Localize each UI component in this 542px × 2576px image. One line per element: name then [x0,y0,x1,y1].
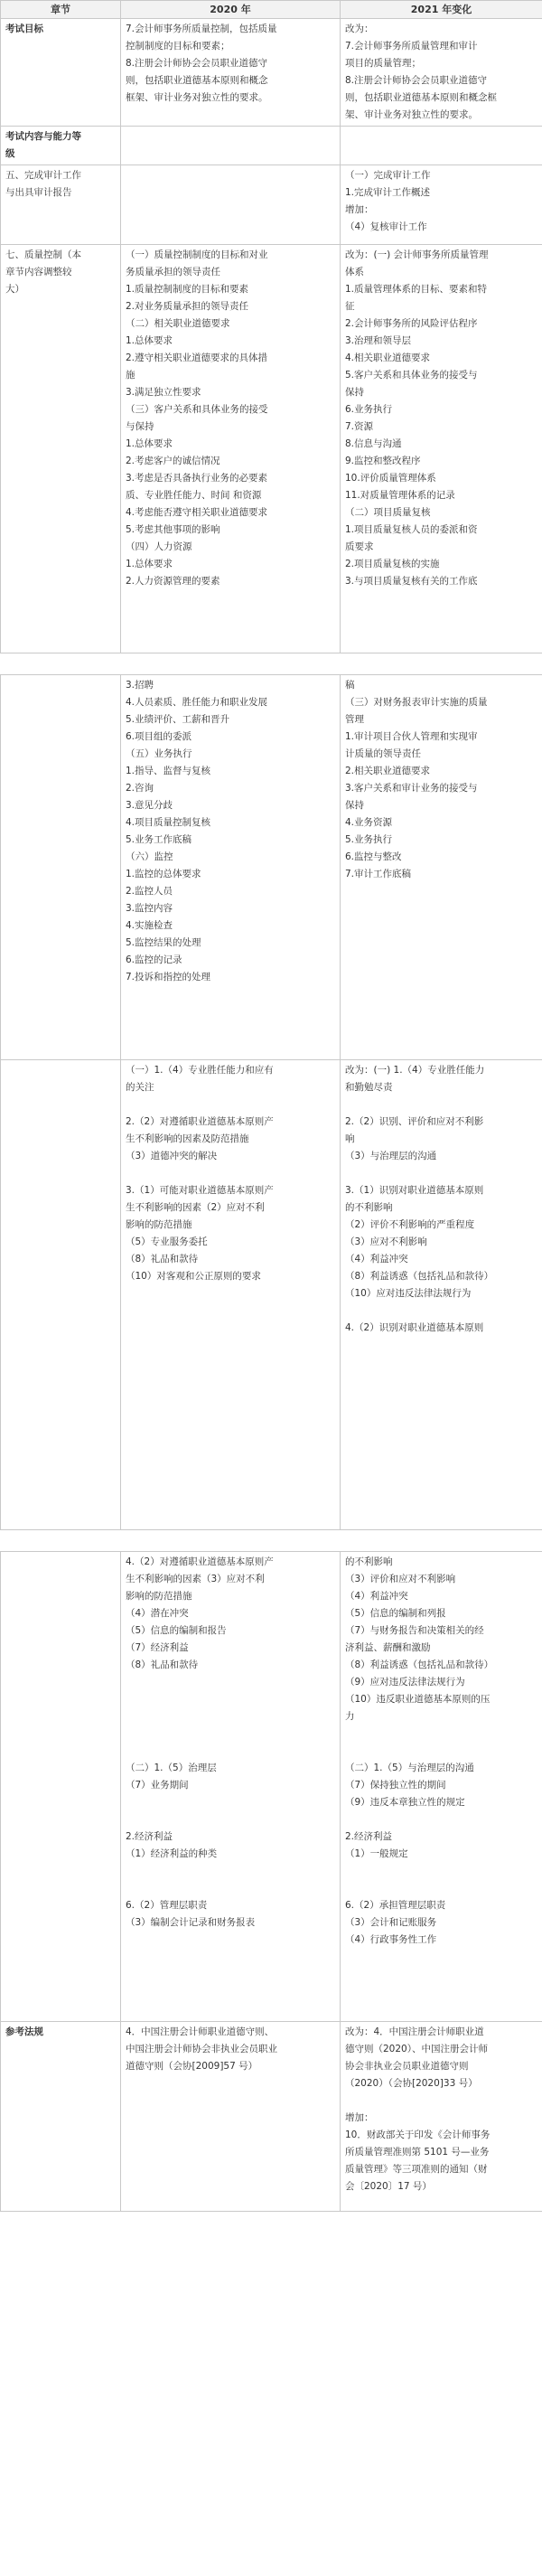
row-label: 考试目标 [1,19,121,127]
cell-line: （4）复核审计工作 [345,221,427,232]
cell-line: 4.（2）识别对职业道德基本原则 [345,1322,484,1333]
cell-line: 级 [5,148,15,159]
cell-line: （三）客户关系和具体业务的接受 [126,404,268,415]
row-label [1,245,121,653]
cell-line: 保持 [345,800,364,811]
cell-line: 改为：(一) 会计师事务所质量管理 [345,249,489,260]
cell-line: 7.资源 [345,421,374,432]
cell-line: （三）对财务报表审计实施的质量 [345,697,488,708]
cell-line: 增加： [345,204,374,215]
cell-line [345,1096,538,1114]
row-label: 参考法规 [1,2022,121,2212]
cell-line: 2.相关职业道德要求 [345,766,431,776]
cell-line: （四）人力资源 [126,541,192,552]
table-row [1,1552,542,2022]
cell-line: 则，包括职业道德基本原则和概念框 [345,92,497,103]
cell-line [345,1863,538,1880]
cell-line [345,1302,538,1320]
cell-line [126,1743,336,1760]
cell-line: （7）与财务报告和决策相关的经 [345,1625,484,1636]
header-2021-changes: 2021 年变化 [341,1,542,19]
cell-line [126,1674,336,1691]
cell-line [126,1708,336,1725]
cell-line: 考试内容与能力等 [5,131,81,142]
cell-line: 3.（1）识别对职业道德基本原则 [345,1185,484,1196]
page-break-gap [1,653,542,675]
cell-line: 3.治理和领导层 [345,335,412,346]
cell-line: （4）利益冲突 [345,1591,408,1602]
cell-line: 2.遵守相关职业道德要求的具体措 [126,353,268,363]
cell-line: 体系 [345,267,364,277]
cell-line: 11.对质量管理体系的记录 [345,490,455,501]
cell-line: 德守则（2020）、中国注册会计师 [345,2044,488,2054]
row-label [1,675,121,1060]
cell-line: （3）编制会计记录和财务报表 [126,1917,256,1928]
cell-line: 6.监控的记录 [126,954,182,965]
cell-line: 4.相关职业道德要求 [345,353,431,363]
table-row [1,19,542,127]
cell-line: （9）违反本章独立性的规定 [345,1797,465,1808]
cell-line: （五）业务执行 [126,748,192,759]
cell-line: 1.质量控制制度的目标和要素 [126,284,249,295]
cell-line: 中国注册会计师协会非执业会员职业 [126,2044,277,2054]
cell-line: 的关注 [126,1082,154,1093]
cell-line: （二）1.（5）与治理层的沟通 [345,1763,474,1773]
cell-line [126,1725,336,1743]
cell-line: 2.人力资源管理的要素 [126,576,220,587]
cell-line: 3.（1）可能对职业道德基本原则产 [126,1185,274,1196]
cell-line: 与保持 [126,421,154,432]
cell-line: 2.项目质量复核的实施 [345,559,440,569]
cell-line: （2020）（会协[2020]33 号） [345,2078,478,2089]
cell-line: 4.人员素质、胜任能力和职业发展 [126,697,268,708]
cell-line: 2.考虑客户的诚信情况 [126,456,220,466]
cell-line: 3.考虑是否具备执行业务的必要素 [126,473,268,484]
row-label [1,127,121,165]
cell-line: 改为： [345,24,374,34]
cell-line: 架、审计业务对独立性的要求。 [345,109,478,120]
cell-line: 力 [345,1711,355,1722]
row-label [1,1060,121,1530]
cell-2020 [121,127,341,165]
cell-line: 7.投诉和指控的处理 [126,972,211,982]
cell-line: （2）评价不利影响的严重程度 [345,1219,475,1230]
cell-line: 2.（2）识别、评价和应对不利影 [345,1116,484,1127]
cell-line: 2.监控人员 [126,886,173,897]
header-2020: 2020 年 [121,1,341,19]
cell-line: 6.业务执行 [345,404,393,415]
cell-line: （8）礼品和款待 [126,1659,199,1670]
cell-line: 计质量的领导责任 [345,748,421,759]
cell-line: 与出具审计报告 [5,187,72,198]
cell-2021 [341,675,542,1060]
cell-2021 [341,127,542,165]
cell-line: （5）信息的编制和报告 [126,1625,227,1636]
cell-line: （3）会计和记账服务 [345,1917,437,1928]
cell-line: 的不利影响 [345,1556,393,1567]
cell-line: 增加： [345,2112,374,2123]
cell-line: 质、专业胜任能力、时间 和资源 [126,490,262,501]
cell-line: 1.项目质量复核人员的委派和资 [345,524,478,535]
cell-line: （一）1.（4）专业胜任能力和应有 [126,1065,274,1076]
cell-line: 4.（2）对遵循职业道德基本原则产 [126,1556,274,1567]
cell-line: 3.意见分歧 [126,800,173,811]
cell-line [126,1691,336,1708]
cell-line: 7.会计师事务所质量管理和审计 [345,41,478,52]
header-chapter: 章节 [1,1,121,19]
cell-line: 1.总体要求 [126,438,173,449]
cell-line: 保持 [345,387,364,398]
cell-line: 2.对业务质量承担的领导责任 [126,301,249,312]
cell-line: （二）1.（5）治理层 [126,1763,217,1773]
cell-line: 5.业务执行 [345,834,393,845]
cell-2021 [341,19,542,127]
cell-2020 [121,1060,341,1530]
cell-line: 3.监控内容 [126,903,173,914]
cell-line: 8.信息与沟通 [345,438,402,449]
cell-line: 影响的防范措施 [126,1219,192,1230]
cell-line: 9.监控和整改程序 [345,456,421,466]
cell-line: （3）与治理层的沟通 [345,1151,437,1161]
cell-line: 4．中国注册会计师职业道德守则、 [126,2026,275,2037]
cell-line: 七、质量控制（本 [5,249,81,260]
cell-line: （二）相关职业道德要求 [126,318,230,329]
cell-line: 施 [126,370,136,381]
cell-line: 所质量管理准则第 5101 号—业务 [345,2147,490,2158]
cell-line: （5）专业服务委托 [126,1236,208,1247]
cell-line: 控制制度的目标和要素； [126,41,230,52]
cell-line: 6.项目组的委派 [126,731,192,742]
cell-line: 6.（2）承担管理层职责 [345,1900,446,1911]
cell-line: 和勤勉尽责 [345,1082,393,1093]
cell-line: 1.质量管理体系的目标、要素和特 [345,284,488,295]
cell-line: （4）利益冲突 [345,1254,408,1264]
cell-line: 则，包括职业道德基本原则和概念 [126,75,268,86]
cell-line: 改为：(一) 1.（4）专业胜任能力 [345,1065,485,1076]
cell-line: 1.完成审计工作概述 [345,187,431,198]
cell-line: （7）业务期间 [126,1780,189,1791]
cell-line: 6.监控与整改 [345,851,402,862]
cell-line: （一）质量控制制度的目标和对业 [126,249,268,260]
cell-2021 [341,245,542,653]
cell-line: 3.招聘 [126,680,154,691]
cell-line: 的不利影响 [345,1202,393,1213]
cell-line: 2.会计师事务所的风险评估程序 [345,318,478,329]
table-row [1,165,542,245]
row-label [1,165,121,245]
cell-line [126,1880,336,1897]
cell-line: 管理 [345,714,364,725]
cell-line: （8）利益诱惑（包括礼品和款待） [345,1659,494,1670]
cell-line: 1.审计项目合伙人管理和实现审 [345,731,478,742]
cell-line: 8.注册会计师协会会员职业道德守 [126,58,268,69]
cell-line: （4）潜在冲突 [126,1608,189,1619]
cell-2020 [121,165,341,245]
table-row [1,1060,542,1530]
cell-line: 框架、审计业务对独立性的要求。 [126,92,268,103]
cell-line: 章节内容调整较 [5,267,72,277]
cell-line: 1.总体要求 [126,335,173,346]
cell-line: （7）保持独立性的期间 [345,1780,446,1791]
cell-line: （4）行政事务性工作 [345,1934,437,1945]
cell-line: （8）利益诱惑（包括礼品和款待） [345,1271,494,1282]
cell-line: 5.监控结果的处理 [126,937,201,948]
cell-2020 [121,1552,341,2022]
page-break-gap [1,1530,542,1552]
cell-line: 道德守则（会协[2009]57 号） [126,2061,258,2072]
cell-line: （5）信息的编制和列报 [345,1608,446,1619]
table-row [1,675,542,1060]
cell-line: 生不利影响的因素（3）应对不利 [126,1574,265,1584]
cell-line: （六）监控 [126,851,173,862]
cell-line [345,1743,538,1760]
cell-line: 5.业绩评价、工薪和晋升 [126,714,230,725]
cell-line: （10）对客观和公正原则的要求 [126,1271,261,1282]
cell-line: （二）项目质量复核 [345,507,431,518]
cell-line: （8）礼品和款待 [126,1254,199,1264]
cell-line [345,2092,538,2110]
cell-2021 [341,1552,542,2022]
row-label [1,1552,121,2022]
cell-2020 [121,245,341,653]
cell-line: 质要求 [345,541,374,552]
cell-line [126,1794,336,1811]
cell-line: 大） [5,284,24,295]
cell-2021 [341,2022,542,2212]
cell-2021 [341,165,542,245]
cell-line: 10．财政部关于印发《会计师事务 [345,2129,491,2140]
cell-line [126,1096,336,1114]
cell-line: 2.经济利益 [126,1831,173,1842]
cell-line: （10）违反职业道德基本原则的压 [345,1694,491,1705]
cell-line [126,1165,336,1182]
cell-line: 7.会计师事务所质量控制，包括质量 [126,24,277,34]
cell-line: 济利益、薪酬和激励 [345,1642,431,1653]
cell-line: 6.（2）管理层职责 [126,1900,208,1911]
cell-line: 4.实施检查 [126,920,173,931]
cell-line: 5.考虑其他事项的影响 [126,524,220,535]
cell-line: 协会非执业会员职业道德守则 [345,2061,469,2072]
cell-line: 质量管理》等三项准则的通知（财 [345,2164,488,2175]
cell-line [345,1165,538,1182]
cell-line: 响 [345,1133,355,1144]
cell-line [126,1863,336,1880]
cell-line: 4.项目质量控制复核 [126,817,211,828]
cell-line: 项目的质量管理； [345,58,421,69]
cell-2021 [341,1060,542,1530]
cell-line: 1.指导、监督与复核 [126,766,211,776]
cell-line: （9）应对违反法律法规行为 [345,1677,465,1688]
cell-line: 务质量承担的领导责任 [126,267,220,277]
cell-line: 1.总体要求 [126,559,173,569]
cell-line: 3.满足独立性要求 [126,387,201,398]
cell-line: （1）一般规定 [345,1848,408,1859]
cell-line: 稿 [345,680,355,691]
cell-line: 影响的防范措施 [126,1591,192,1602]
cell-line: 5.客户关系和具体业务的接受与 [345,370,478,381]
cell-line: 4.考虑能否遵守相关职业道德要求 [126,507,268,518]
cell-line: 改为：4．中国注册会计师职业道 [345,2026,484,2037]
cell-line: 7.审计工作底稿 [345,869,412,879]
cell-line: 2.经济利益 [345,1831,393,1842]
cell-line: 1.监控的总体要求 [126,869,201,879]
cell-2020 [121,19,341,127]
cell-2020 [121,2022,341,2212]
cell-line: 五、完成审计工作 [5,170,81,181]
cell-line: （3）道德冲突的解决 [126,1151,218,1161]
cell-line: 4.业务资源 [345,817,393,828]
cell-line: 3.与项目质量复核有关的工作底 [345,576,478,587]
cell-line [126,1811,336,1829]
cell-line [345,1811,538,1829]
cell-line: 2.咨询 [126,783,154,794]
cell-line: 生不利影响的因素（2）应对不利 [126,1202,265,1213]
cell-line [345,1725,538,1743]
cell-line [345,1880,538,1897]
cell-line: 10.评价质量管理体系 [345,473,436,484]
cell-line: （一）完成审计工作 [345,170,431,181]
cell-line: 征 [345,301,355,312]
cell-line: 8.注册会计师协会会员职业道德守 [345,75,488,86]
cell-line: 会〔2020〕17 号） [345,2181,432,2192]
cell-line: （1）经济利益的种类 [126,1848,218,1859]
cell-line: （3）评价和应对不利影响 [345,1574,456,1584]
cell-line: 3.客户关系和审计业务的接受与 [345,783,478,794]
table-row [1,245,542,653]
cell-line: （10）应对违反法律法规行为 [345,1288,472,1299]
table-row [1,127,542,165]
cell-line: 生不利影响的因素及防范措施 [126,1133,249,1144]
cell-line: （7）经济利益 [126,1642,189,1653]
cell-line: （3）应对不利影响 [345,1236,427,1247]
table-header-row [1,1,542,19]
cell-line: 2.（2）对遵循职业道德基本原则产 [126,1116,274,1127]
cell-line: 5.业务工作底稿 [126,834,192,845]
table-row [1,2022,542,2212]
cell-2020 [121,675,341,1060]
